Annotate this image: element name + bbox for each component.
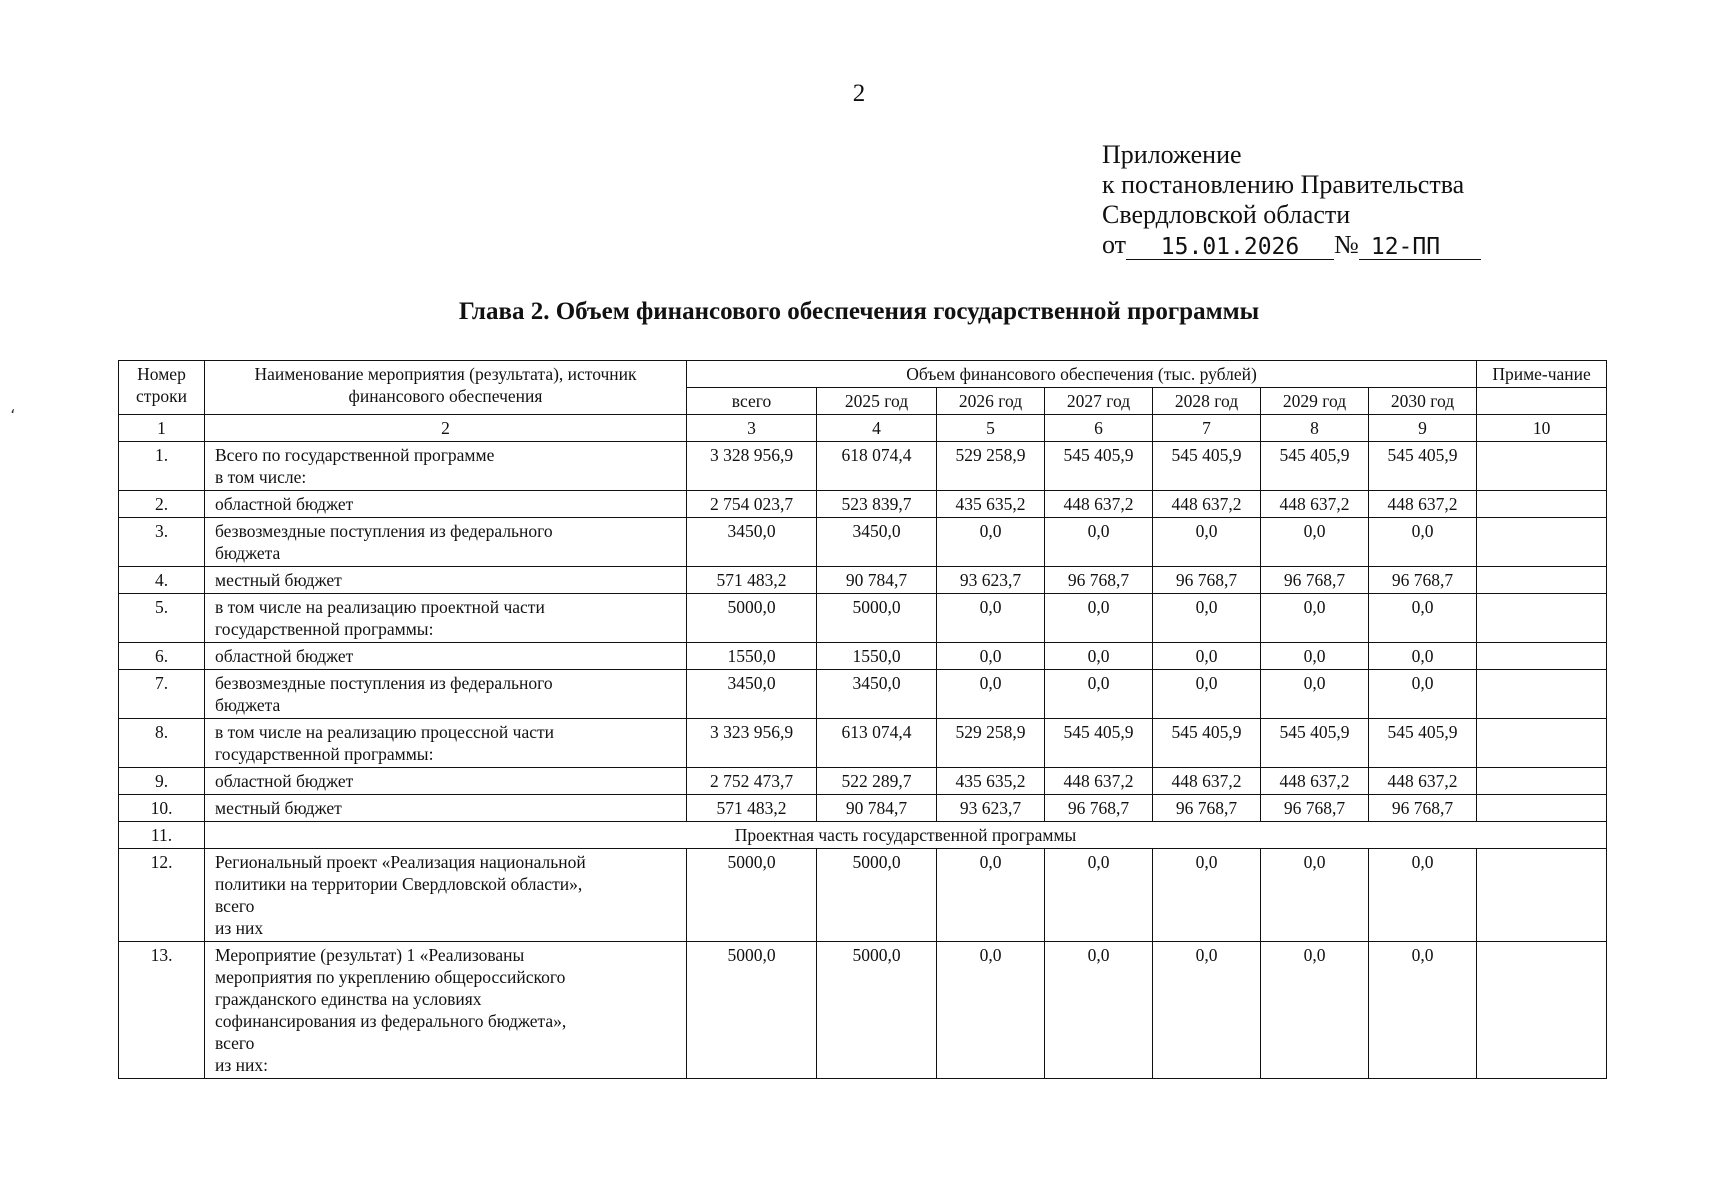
value-cell: 529 258,9	[937, 442, 1045, 491]
value-cell: 0,0	[1045, 518, 1153, 567]
row-name-line: местный бюджет	[215, 798, 342, 818]
value-cell: 448 637,2	[1045, 491, 1153, 518]
row-number: 2.	[119, 491, 205, 518]
value-cell: 0,0	[1369, 518, 1477, 567]
row-number: 11.	[119, 822, 205, 849]
value-cell: 1550,0	[817, 643, 937, 670]
value-cell: 93 623,7	[937, 795, 1045, 822]
column-number: 10	[1477, 415, 1607, 442]
value-cell: 2 754 023,7	[687, 491, 817, 518]
value-cell: 0,0	[937, 643, 1045, 670]
value-cell: 0,0	[937, 594, 1045, 643]
row-name	[205, 768, 687, 795]
header-volume: Объем финансового обеспечения (тыс. рублей)	[687, 361, 1477, 388]
value-cell: 0,0	[1153, 518, 1261, 567]
row-name-line: из них	[215, 918, 264, 938]
column-number: 6	[1045, 415, 1153, 442]
note-cell	[1477, 594, 1607, 643]
note-cell	[1477, 442, 1607, 491]
value-cell: 0,0	[1261, 942, 1369, 1079]
header-year: 2027 год	[1045, 388, 1153, 415]
row-name-line: Региональный проект «Реализация национальной	[215, 852, 586, 872]
table-row	[119, 768, 1607, 795]
column-number: 1	[119, 415, 205, 442]
header-row-number: Номер строки	[119, 361, 205, 415]
header-name: Наименование мероприятия (результата), источник финансового обеспечения	[205, 361, 687, 415]
value-cell: 0,0	[1153, 643, 1261, 670]
row-name-line: в том числе на реализацию процессной части	[215, 722, 555, 742]
row-name-line: всего	[215, 1033, 255, 1053]
value-cell: 96 768,7	[1045, 795, 1153, 822]
value-cell: 545 405,9	[1369, 719, 1477, 768]
row-number: 4.	[119, 567, 205, 594]
value-cell: 0,0	[1261, 670, 1369, 719]
value-cell: 545 405,9	[1261, 719, 1369, 768]
value-cell: 529 258,9	[937, 719, 1045, 768]
row-name-line: Всего по государственной программе	[215, 445, 495, 465]
value-cell: 0,0	[1045, 849, 1153, 942]
row-name-line: областной бюджет	[215, 494, 354, 514]
appendix-line-2: к постановлению Правительства	[1102, 170, 1465, 199]
row-number: 9.	[119, 768, 205, 795]
value-cell: 0,0	[1369, 849, 1477, 942]
header-year: 2029 год	[1261, 388, 1369, 415]
appendix-line-3: Свердловской области	[1102, 200, 1351, 229]
value-cell: 0,0	[1045, 643, 1153, 670]
table-row	[119, 491, 1607, 518]
value-cell: 435 635,2	[937, 491, 1045, 518]
note-cell	[1477, 670, 1607, 719]
column-number: 2	[205, 415, 687, 442]
row-name	[205, 518, 687, 567]
note-cell	[1477, 491, 1607, 518]
value-cell: 613 074,4	[817, 719, 937, 768]
note-cell	[1477, 768, 1607, 795]
value-cell: 448 637,2	[1369, 768, 1477, 795]
value-cell: 0,0	[1153, 594, 1261, 643]
row-name	[205, 567, 687, 594]
header-year: 2030 год	[1369, 388, 1477, 415]
row-name-line: государственной программы:	[215, 619, 434, 639]
value-cell: 96 768,7	[1261, 795, 1369, 822]
page-number: 2	[852, 80, 866, 107]
row-name-line: бюджета	[215, 543, 281, 563]
section-row	[119, 822, 1607, 849]
note-cell	[1477, 849, 1607, 942]
value-cell: 522 289,7	[817, 768, 937, 795]
value-cell: 0,0	[1369, 643, 1477, 670]
table-row	[119, 849, 1607, 942]
column-number-row	[119, 415, 1607, 442]
value-cell: 0,0	[1261, 594, 1369, 643]
resolution-date: 15.01.2026	[1126, 235, 1334, 260]
note-cell	[1477, 795, 1607, 822]
row-name-line: софинансирования из федерального бюджета»,	[215, 1011, 567, 1031]
header-note: Приме-чание	[1477, 361, 1607, 388]
row-name-line: областной бюджет	[215, 771, 354, 791]
row-name-line: всего	[215, 896, 255, 916]
appendix-block	[1102, 140, 1512, 260]
column-number: 4	[817, 415, 937, 442]
value-cell: 90 784,7	[817, 795, 937, 822]
value-cell: 0,0	[1261, 643, 1369, 670]
value-cell: 3450,0	[817, 670, 937, 719]
value-cell: 448 637,2	[1261, 768, 1369, 795]
value-cell: 0,0	[1153, 942, 1261, 1079]
date-prefix: от	[1102, 230, 1127, 259]
value-cell: 0,0	[1261, 518, 1369, 567]
row-name-line: в том числе на реализацию проектной части	[215, 597, 545, 617]
row-name	[205, 795, 687, 822]
value-cell: 545 405,9	[1153, 719, 1261, 768]
appendix-reference	[1102, 230, 1512, 260]
value-cell: 448 637,2	[1369, 491, 1477, 518]
financing-table	[118, 360, 1607, 1079]
value-cell: 545 405,9	[1153, 442, 1261, 491]
header-year: 2026 год	[937, 388, 1045, 415]
value-cell: 3450,0	[687, 670, 817, 719]
value-cell: 3450,0	[817, 518, 937, 567]
value-cell: 448 637,2	[1261, 491, 1369, 518]
value-cell: 90 784,7	[817, 567, 937, 594]
table-row	[119, 442, 1607, 491]
resolution-number: 12-ПП	[1359, 235, 1481, 260]
value-cell: 545 405,9	[1045, 442, 1153, 491]
row-number: 8.	[119, 719, 205, 768]
value-cell: 0,0	[937, 518, 1045, 567]
table-row	[119, 518, 1607, 567]
value-cell: 96 768,7	[1369, 795, 1477, 822]
note-cell	[1477, 643, 1607, 670]
header-total: всего	[687, 388, 817, 415]
value-cell: 448 637,2	[1153, 768, 1261, 795]
column-number: 3	[687, 415, 817, 442]
appendix-line-1: Приложение	[1102, 140, 1242, 169]
table-row	[119, 719, 1607, 768]
value-cell: 545 405,9	[1369, 442, 1477, 491]
table-row	[119, 942, 1607, 1079]
value-cell: 0,0	[937, 670, 1045, 719]
value-cell: 0,0	[1045, 942, 1153, 1079]
value-cell: 448 637,2	[1045, 768, 1153, 795]
value-cell: 2 752 473,7	[687, 768, 817, 795]
row-number: 7.	[119, 670, 205, 719]
header-year: 2025 год	[817, 388, 937, 415]
row-name-line: государственной программы:	[215, 744, 434, 764]
value-cell: 5000,0	[687, 594, 817, 643]
value-cell: 5000,0	[687, 942, 817, 1079]
value-cell: 5000,0	[817, 849, 937, 942]
row-number: 5.	[119, 594, 205, 643]
row-name-line: из них:	[215, 1055, 268, 1075]
table-row	[119, 643, 1607, 670]
row-name-line: безвозмездные поступления из федерального	[215, 673, 553, 693]
row-name	[205, 849, 687, 942]
row-name-line: безвозмездные поступления из федерального	[215, 521, 553, 541]
value-cell: 1550,0	[687, 643, 817, 670]
value-cell: 96 768,7	[1261, 567, 1369, 594]
row-name-line: областной бюджет	[215, 646, 354, 666]
row-name	[205, 491, 687, 518]
table-body	[119, 442, 1607, 1079]
row-name-line: в том числе:	[215, 467, 307, 487]
row-number: 3.	[119, 518, 205, 567]
value-cell: 0,0	[937, 849, 1045, 942]
row-name-line: мероприятия по укреплению общероссийского	[215, 967, 566, 987]
row-name-line: местный бюджет	[215, 570, 342, 590]
row-number: 1.	[119, 442, 205, 491]
value-cell: 0,0	[1045, 594, 1153, 643]
value-cell: 571 483,2	[687, 795, 817, 822]
value-cell: 545 405,9	[1045, 719, 1153, 768]
value-cell: 5000,0	[687, 849, 817, 942]
value-cell: 571 483,2	[687, 567, 817, 594]
value-cell: 96 768,7	[1045, 567, 1153, 594]
header-note-empty	[1477, 388, 1607, 415]
value-cell: 96 768,7	[1153, 567, 1261, 594]
column-number: 8	[1261, 415, 1369, 442]
note-cell	[1477, 518, 1607, 567]
value-cell: 523 839,7	[817, 491, 937, 518]
value-cell: 0,0	[1045, 670, 1153, 719]
value-cell: 0,0	[1153, 670, 1261, 719]
row-name	[205, 670, 687, 719]
row-name	[205, 719, 687, 768]
value-cell: 448 637,2	[1153, 491, 1261, 518]
value-cell: 0,0	[1153, 849, 1261, 942]
number-prefix: №	[1334, 230, 1359, 259]
row-name	[205, 594, 687, 643]
note-cell	[1477, 942, 1607, 1079]
column-number: 7	[1153, 415, 1261, 442]
value-cell: 3 323 956,9	[687, 719, 817, 768]
note-cell	[1477, 719, 1607, 768]
value-cell: 3450,0	[687, 518, 817, 567]
value-cell: 545 405,9	[1261, 442, 1369, 491]
value-cell: 0,0	[1369, 942, 1477, 1079]
table-row	[119, 594, 1607, 643]
row-name	[205, 442, 687, 491]
note-cell	[1477, 567, 1607, 594]
table-row	[119, 795, 1607, 822]
value-cell: 435 635,2	[937, 768, 1045, 795]
value-cell: 0,0	[1369, 670, 1477, 719]
value-cell: 0,0	[937, 942, 1045, 1079]
row-number: 12.	[119, 849, 205, 942]
row-name-line: гражданского единства на условиях	[215, 989, 482, 1009]
value-cell: 96 768,7	[1153, 795, 1261, 822]
column-number: 5	[937, 415, 1045, 442]
section-title: Проектная часть государственной программы	[205, 822, 1607, 849]
value-cell: 96 768,7	[1369, 567, 1477, 594]
value-cell: 5000,0	[817, 594, 937, 643]
value-cell: 3 328 956,9	[687, 442, 817, 491]
header-year: 2028 год	[1153, 388, 1261, 415]
row-number: 13.	[119, 942, 205, 1079]
chapter-title: Глава 2. Объем финансового обеспечения государственной программы	[458, 298, 1260, 325]
scan-mark: ،	[10, 400, 16, 417]
value-cell: 618 074,4	[817, 442, 937, 491]
row-name	[205, 643, 687, 670]
row-name-line: политики на территории Свердловской области»,	[215, 874, 583, 894]
row-name	[205, 942, 687, 1079]
header-row-1	[119, 361, 1607, 388]
column-number: 9	[1369, 415, 1477, 442]
row-name-line: Мероприятие (результат) 1 «Реализованы	[215, 945, 525, 965]
table-row	[119, 567, 1607, 594]
value-cell: 5000,0	[817, 942, 937, 1079]
row-number: 6.	[119, 643, 205, 670]
row-number: 10.	[119, 795, 205, 822]
value-cell: 93 623,7	[937, 567, 1045, 594]
row-name-line: бюджета	[215, 695, 281, 715]
table-row	[119, 670, 1607, 719]
value-cell: 0,0	[1261, 849, 1369, 942]
value-cell: 0,0	[1369, 594, 1477, 643]
